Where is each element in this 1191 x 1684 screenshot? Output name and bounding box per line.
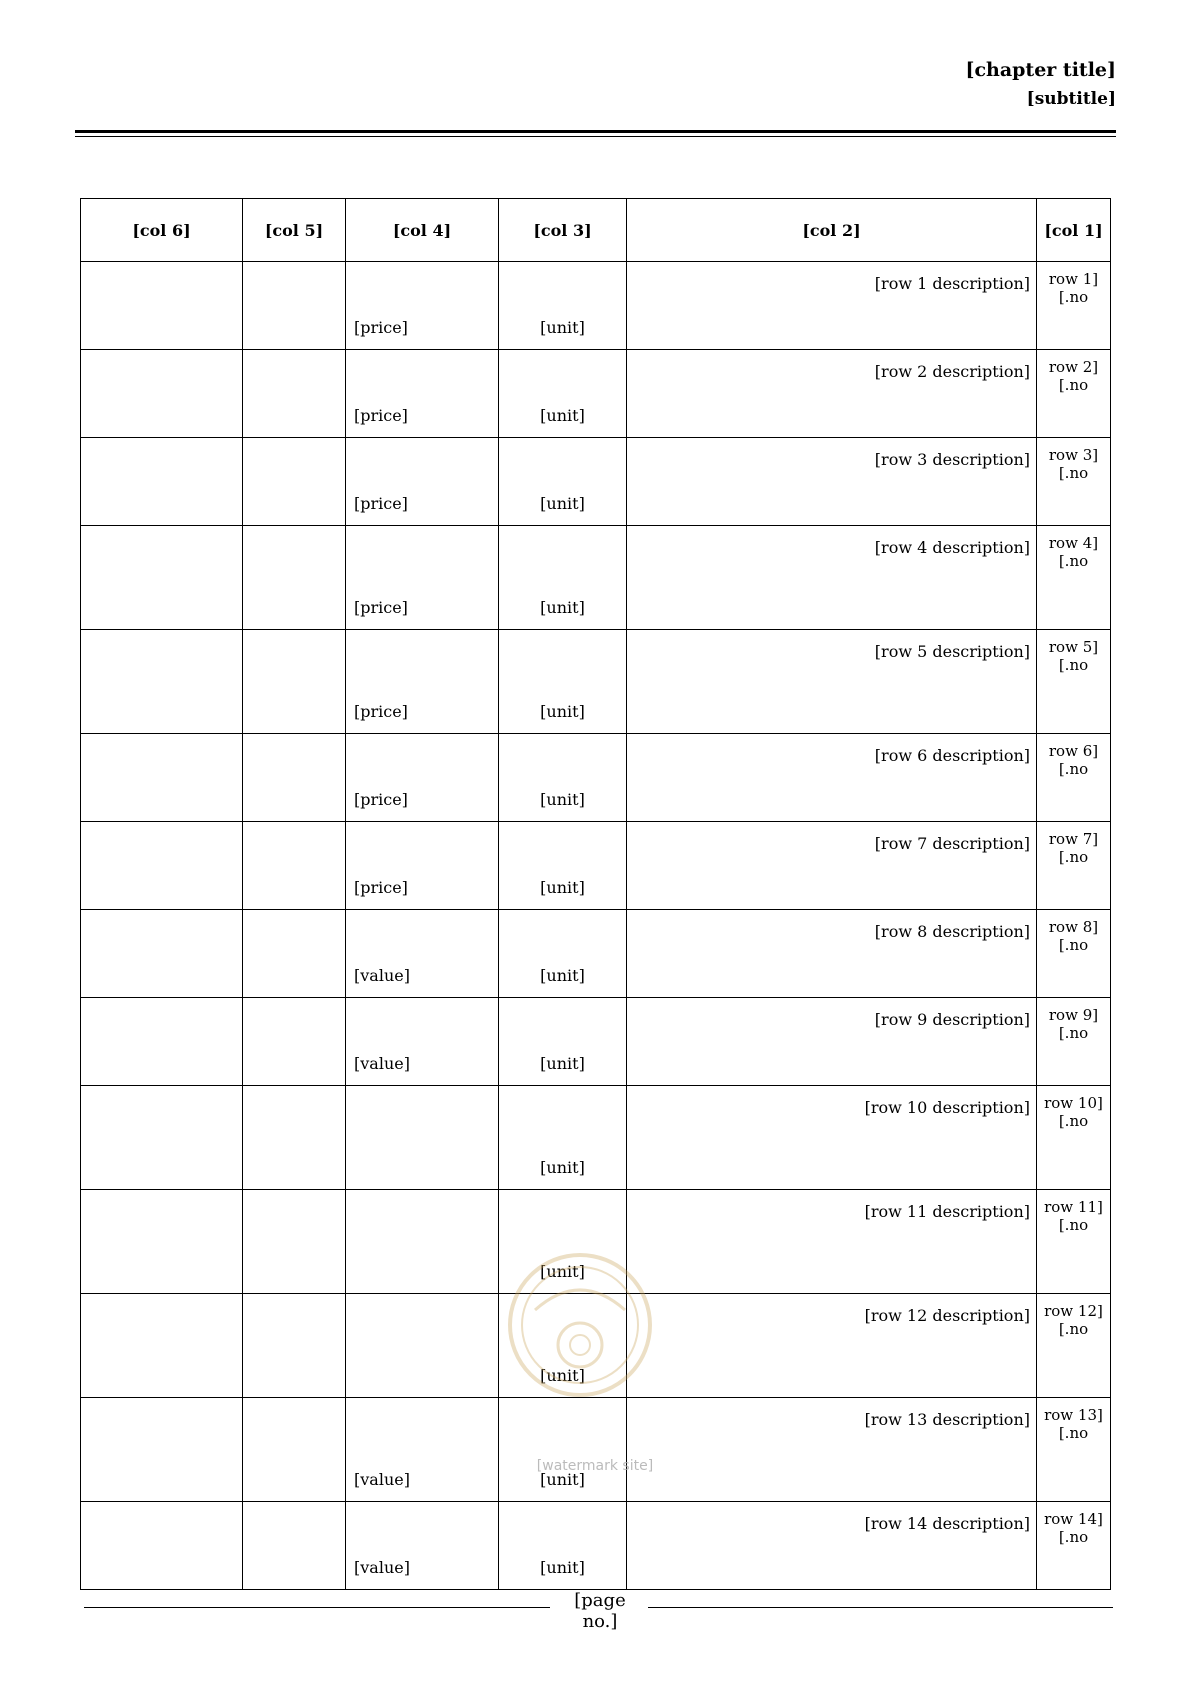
row-unit: [unit] [499,350,627,438]
row-quantity [243,910,346,998]
row-unit-price: [price] [346,734,499,822]
row-unit-price: [price] [346,822,499,910]
row-description: [row 7 description] [627,822,1037,910]
row-unit-price: [price] [346,630,499,734]
row-unit: [unit] [499,1294,627,1398]
row-unit: [unit] [499,1190,627,1294]
row-quantity [243,822,346,910]
row-unit: [unit] [499,734,627,822]
row-total-price [81,630,243,734]
row-description: [row 12 description] [627,1294,1037,1398]
row-quantity [243,1190,346,1294]
row-total-price [81,1086,243,1190]
row-description: [row 10 description] [627,1086,1037,1190]
table-row [81,1398,1111,1502]
page-number: [page no.] [574,1590,626,1632]
row-total-price [81,1294,243,1398]
table-row [81,1086,1111,1190]
row-unit-price: [value] [346,1398,499,1502]
watermark-site-text: [watermark site] [536,1458,654,1474]
row-total-price [81,350,243,438]
row-total-price [81,910,243,998]
table-row [81,1502,1111,1590]
row-number: [row 7 no.] [1037,822,1111,910]
row-quantity [243,734,346,822]
table-row [81,910,1111,998]
column-header-quantity: [col 5] [243,199,346,262]
row-total-price [81,1190,243,1294]
watermark-seal-icon [505,1250,655,1400]
row-description: [row 6 description] [627,734,1037,822]
row-quantity [243,1294,346,1398]
column-header-unit: [col 3] [499,199,627,262]
table-header-row [81,199,1111,262]
row-quantity [243,1398,346,1502]
row-total-price [81,734,243,822]
row-unit-price: [price] [346,262,499,350]
row-unit: [unit] [499,262,627,350]
row-total-price [81,822,243,910]
row-number: [row 9 no.] [1037,998,1111,1086]
row-description: [row 1 description] [627,262,1037,350]
row-unit-price: [price] [346,526,499,630]
row-unit: [unit] [499,630,627,734]
row-number: [row 1 no.] [1037,262,1111,350]
row-description: [row 11 description] [627,1190,1037,1294]
row-unit-price: [price] [346,438,499,526]
column-header-description: [col 2] [627,199,1037,262]
row-number: [row 14 no.] [1037,1502,1111,1590]
row-quantity [243,998,346,1086]
row-description: [row 2 description] [627,350,1037,438]
column-header-total-price: [col 6] [81,199,243,262]
row-unit: [unit] [499,910,627,998]
footer-rule-right [648,1607,1113,1608]
row-quantity [243,630,346,734]
row-quantity [243,526,346,630]
row-number: [row 3 no.] [1037,438,1111,526]
row-unit: [unit] [499,1502,627,1590]
column-header-unit-price: [col 4] [346,199,499,262]
row-description: [row 4 description] [627,526,1037,630]
row-number: [row 11 no.] [1037,1190,1111,1294]
table-row [81,822,1111,910]
table-row [81,438,1111,526]
header-rule-thin [75,136,1116,137]
row-total-price [81,1398,243,1502]
row-number: [row 13 no.] [1037,1398,1111,1502]
table-row [81,350,1111,438]
row-description: [row 5 description] [627,630,1037,734]
row-number: [row 8 no.] [1037,910,1111,998]
row-quantity [243,1086,346,1190]
table-row [81,998,1111,1086]
row-unit: [unit] [499,438,627,526]
row-description: [row 3 description] [627,438,1037,526]
header-rule-thick [75,130,1116,133]
row-unit-price: [value] [346,1502,499,1590]
row-unit-price: [value] [346,998,499,1086]
table-row [81,526,1111,630]
row-unit-price [346,1086,499,1190]
row-quantity [243,350,346,438]
column-header-number: [col 1] [1037,199,1111,262]
chapter-title: [chapter title] [965,59,1116,81]
table-row [81,262,1111,350]
row-number: [row 2 no.] [1037,350,1111,438]
row-unit: [unit] [499,1398,627,1502]
row-description: [row 8 description] [627,910,1037,998]
footer-rule-left [84,1607,550,1608]
row-quantity [243,262,346,350]
row-quantity [243,1502,346,1590]
row-number: [row 4 no.] [1037,526,1111,630]
row-unit: [unit] [499,1086,627,1190]
row-unit-price: [value] [346,910,499,998]
row-number: [row 12 no.] [1037,1294,1111,1398]
row-total-price [81,262,243,350]
row-unit-price [346,1294,499,1398]
row-description: [row 14 description] [627,1502,1037,1590]
row-total-price [81,526,243,630]
row-number: [row 6 no.] [1037,734,1111,822]
row-unit-price: [price] [346,350,499,438]
row-unit-price [346,1190,499,1294]
row-number: [row 10 no.] [1037,1086,1111,1190]
row-unit: [unit] [499,822,627,910]
row-total-price [81,438,243,526]
row-number: [row 5 no.] [1037,630,1111,734]
row-total-price [81,998,243,1086]
row-unit: [unit] [499,998,627,1086]
table-row [81,734,1111,822]
row-quantity [243,438,346,526]
row-description: [row 9 description] [627,998,1037,1086]
row-unit: [unit] [499,526,627,630]
table-row [81,630,1111,734]
page-header [75,55,1116,113]
document-subtitle: [subtitle] [1026,89,1116,109]
row-description: [row 13 description] [627,1398,1037,1502]
row-total-price [81,1502,243,1590]
